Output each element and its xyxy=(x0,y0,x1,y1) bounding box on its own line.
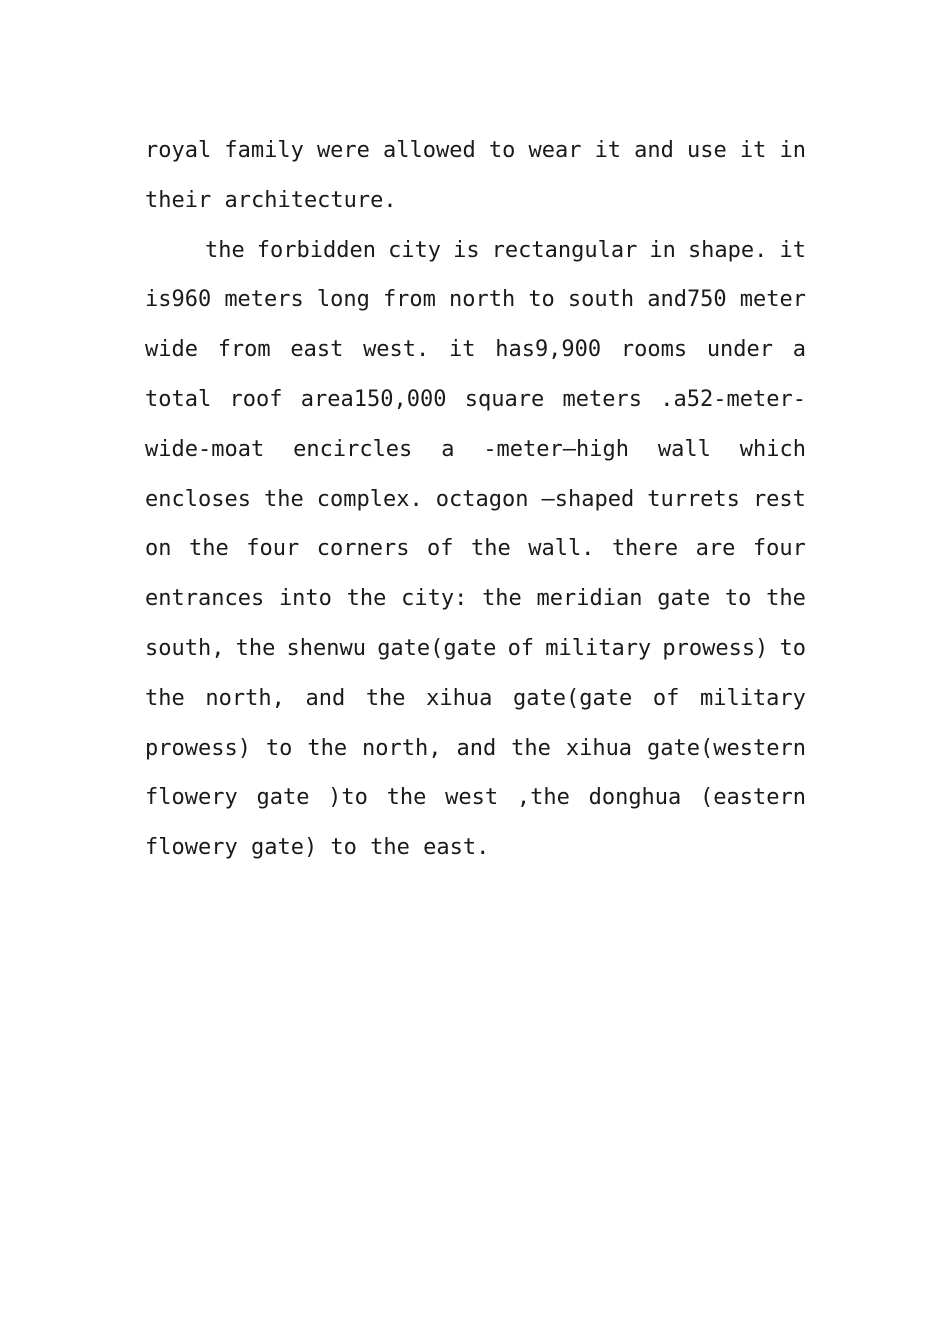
text-line: wide from east west. it has9,900 rooms under a xyxy=(145,337,806,363)
text-line: total roof area150,000 square meters .a52-meter- xyxy=(145,386,806,412)
text-line: is960 meters long from north to south and750 meter xyxy=(145,287,806,313)
text-line: flowery gate) to the east. xyxy=(145,835,490,861)
paragraph-2 xyxy=(145,226,806,873)
text-line: royal family were allowed to wear it and use it in xyxy=(145,138,806,163)
text-line: encloses the complex. octagon —shaped turrets rest xyxy=(145,486,806,512)
body-text xyxy=(145,126,806,873)
text-line: the north, and the xihua gate(gate of military xyxy=(145,685,806,711)
text-line: south, the shenwu gate(gate of military prowess) to xyxy=(145,635,806,661)
text-line: flowery gate )to the west ,the donghua (eastern xyxy=(145,785,806,811)
text-line: the forbidden city is rectangular in shape. it xyxy=(205,237,806,263)
text-line: on the four corners of the wall. there are four xyxy=(145,536,806,562)
paragraph-1 xyxy=(145,126,806,226)
text-line: prowess) to the north, and the xihua gate(western xyxy=(145,735,806,761)
text-line: wide-moat encircles a -meter—high wall which xyxy=(145,436,806,462)
text-line: their architecture. xyxy=(145,187,397,213)
text-line: entrances into the city: the meridian gate to the xyxy=(145,586,806,612)
